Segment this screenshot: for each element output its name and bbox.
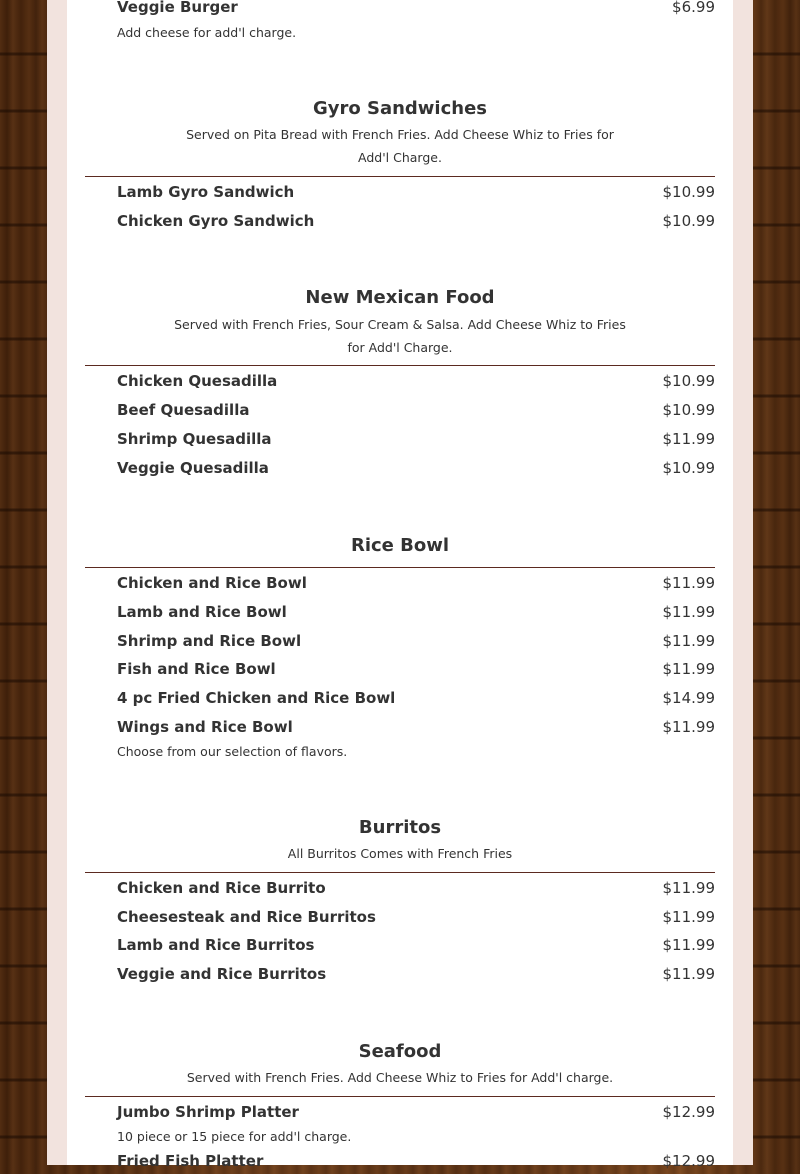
item-price: $11.99 — [662, 574, 715, 592]
menu-item[interactable] — [117, 965, 715, 987]
item-price: $6.99 — [672, 0, 715, 16]
item-price: $10.99 — [662, 401, 715, 419]
item-name: Chicken Gyro Sandwich — [117, 212, 315, 230]
section-title-burritos: Burritos — [358, 817, 442, 838]
item-price: $10.99 — [662, 212, 715, 230]
menu-item[interactable] — [117, 603, 715, 625]
item-name: Lamb and Rice Bowl — [117, 603, 287, 621]
menu-item[interactable] — [117, 660, 715, 682]
item-description: 10 piece or 15 piece for add'l charge. — [117, 1129, 352, 1144]
section-divider — [85, 1096, 715, 1097]
item-description: Add cheese for add'l charge. — [117, 25, 297, 40]
item-name: Shrimp Quesadilla — [117, 430, 272, 448]
menu-item[interactable] — [117, 459, 715, 481]
item-price: $10.99 — [662, 372, 715, 390]
item-name: Veggie and Rice Burritos — [117, 965, 327, 983]
item-name: Fish and Rice Bowl — [117, 660, 276, 678]
item-price: $11.99 — [662, 936, 715, 954]
item-price: $11.99 — [662, 965, 715, 983]
item-price: $14.99 — [662, 689, 715, 707]
section-title-mexican: New Mexican Food — [305, 287, 495, 308]
item-name: Wings and Rice Bowl — [117, 718, 293, 736]
item-name: Chicken and Rice Burrito — [117, 879, 326, 897]
menu-item[interactable] — [117, 879, 715, 901]
item-name: Veggie Quesadilla — [117, 459, 269, 477]
menu-item[interactable] — [117, 0, 715, 20]
item-price: $12.99 — [662, 1103, 715, 1121]
item-name: Veggie Burger — [117, 0, 238, 16]
item-price: $11.99 — [662, 430, 715, 448]
menu-item[interactable] — [117, 183, 715, 205]
menu-item[interactable] — [117, 212, 715, 234]
item-price: $11.99 — [662, 603, 715, 621]
menu-item[interactable] — [117, 372, 715, 394]
item-description: Choose from our selection of flavors. — [117, 744, 348, 759]
menu-item[interactable] — [117, 430, 715, 452]
item-price: $10.99 — [662, 459, 715, 477]
menu-item[interactable] — [117, 401, 715, 423]
menu-item[interactable] — [117, 1152, 715, 1174]
section-desc-burritos: All Burritos Comes with French Fries — [287, 846, 513, 861]
item-name: Cheesesteak and Rice Burritos — [117, 908, 376, 926]
item-name: Beef Quesadilla — [117, 401, 250, 419]
item-price: $11.99 — [662, 718, 715, 736]
item-name: Lamb and Rice Burritos — [117, 936, 315, 954]
menu-item[interactable] — [117, 632, 715, 654]
menu-item[interactable] — [117, 936, 715, 958]
item-name: 4 pc Fried Chicken and Rice Bowl — [117, 689, 396, 707]
item-name: Shrimp and Rice Bowl — [117, 632, 302, 650]
item-price: $11.99 — [662, 908, 715, 926]
menu-item[interactable] — [117, 1103, 715, 1125]
section-title-rice: Rice Bowl — [350, 535, 450, 556]
item-price: $11.99 — [662, 660, 715, 678]
item-name: Fried Fish Platter — [117, 1152, 264, 1170]
item-name: Chicken and Rice Bowl — [117, 574, 307, 592]
section-desc-mexican: Served with French Fries, Sour Cream & Salsa. Add Cheese Whiz to Fries for Add'l Charge. — [174, 317, 626, 355]
section-divider — [85, 567, 715, 568]
section-divider — [85, 176, 715, 177]
item-name: Lamb Gyro Sandwich — [117, 183, 295, 201]
menu-item[interactable] — [117, 718, 715, 740]
item-price: $11.99 — [662, 879, 715, 897]
item-price: $12.99 — [662, 1152, 715, 1170]
section-title-seafood: Seafood — [358, 1041, 442, 1062]
item-price: $10.99 — [662, 183, 715, 201]
menu-item[interactable] — [117, 689, 715, 711]
section-desc-seafood: Served with French Fries. Add Cheese Whiz to Fries for Add'l charge. — [186, 1070, 614, 1085]
section-divider — [85, 872, 715, 873]
item-price: $11.99 — [662, 632, 715, 650]
menu-item[interactable] — [117, 908, 715, 930]
section-title-gyro: Gyro Sandwiches — [312, 98, 488, 119]
section-desc-gyro: Served on Pita Bread with French Fries. Add Cheese Whiz to Fries for Add'l Charge. — [186, 127, 614, 165]
item-name: Jumbo Shrimp Platter — [117, 1103, 299, 1121]
item-name: Chicken Quesadilla — [117, 372, 278, 390]
section-divider — [85, 365, 715, 366]
menu-item[interactable] — [117, 574, 715, 596]
